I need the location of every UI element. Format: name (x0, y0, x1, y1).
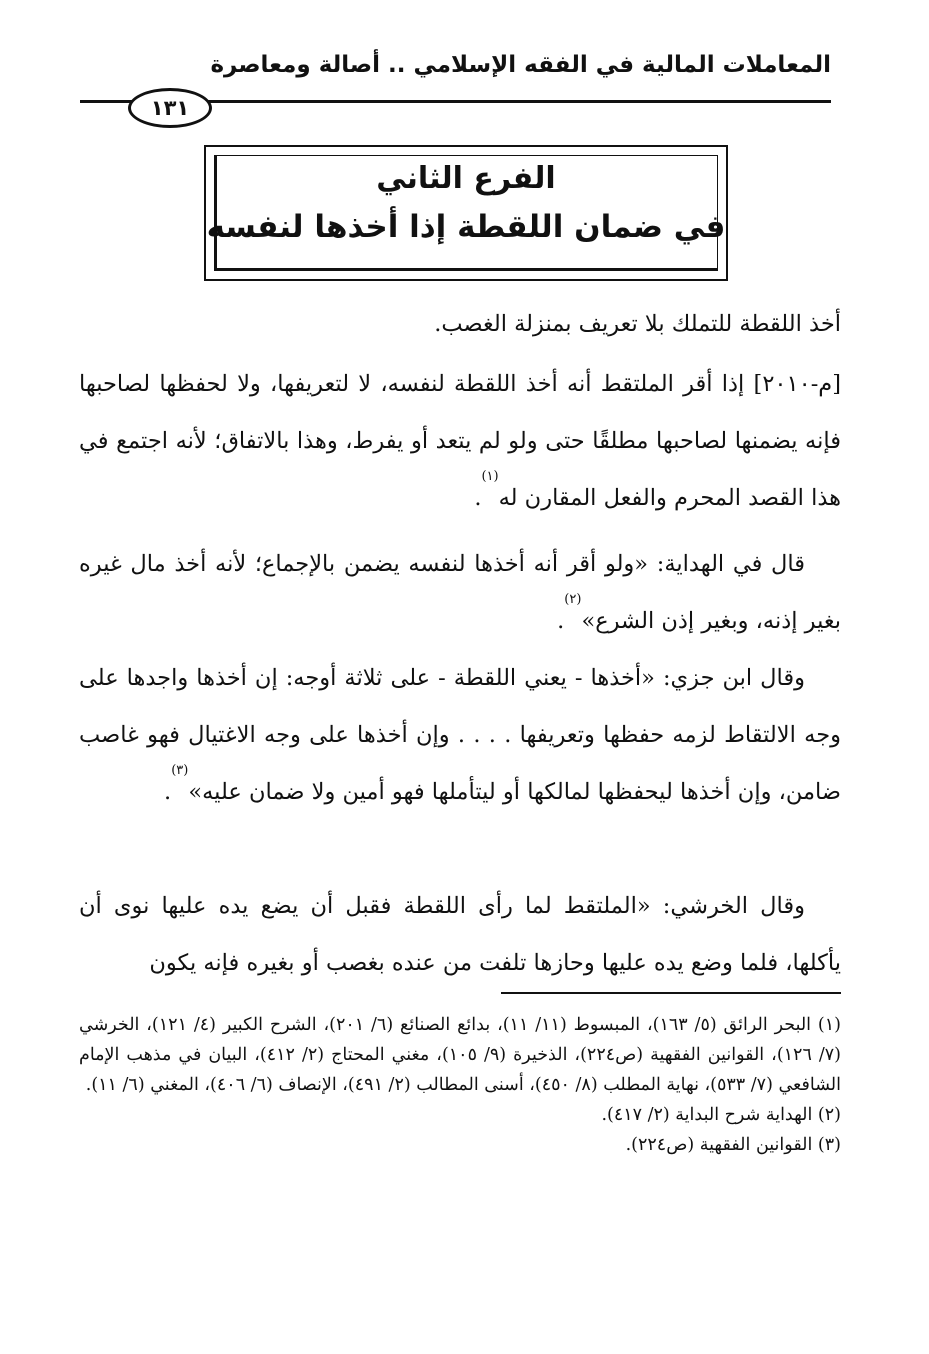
paragraph-kharashi-quote (79, 878, 841, 992)
footnote-marker: (١) (481, 469, 499, 484)
footnote-separator (501, 992, 841, 994)
paragraph-text: وقال ابن جزي: «أخذها - يعني اللقطة - على ثلاثة أوجه: إن أخذها واجدها على وجه الالتقاط لزمه حفظها وتعريفها . . . . وإن أخذها على وجه الاغتيال فهو غاصب ضامن، وإن أخذها ليحفظها لمالكها أو ليتأملها فهو أمين ولا ضمان عليه» (79, 665, 841, 805)
footnote-marker: (٢) (564, 592, 582, 607)
section-heading-topic: في ضمان اللقطة إذا أخذها لنفسه (206, 209, 726, 245)
paragraph-rule-summary (79, 296, 841, 353)
running-header: المعاملات المالية في الفقه الإسلامي .. أصالة ومعاصرة (210, 52, 831, 78)
paragraph-text: قال في الهداية: «ولو أقر أنه أخذها لنفسه يضمن بالإجماع؛ لأنه أخذ مال غيره بغير إذنه، وبغير إذن الشرع» (79, 551, 841, 634)
paragraph-text: [م-٢٠١٠] إذا أقر الملتقط أنه أخذ اللقطة لنفسه، لا لتعريفها، ولا لحفظها لصاحبها فإنه يضمنها لصاحبها مطلقًا حتى ولو لم يتعد أو يفرط، وهذا بالاتفاق؛ لأنه اجتمع في هذا القصد المحرم والفعل المقارن له (79, 371, 841, 511)
footnote-marker: (٣) (171, 763, 189, 778)
section-title-box (204, 145, 728, 281)
section-heading-branch: الفرع الثاني (376, 161, 556, 196)
page-number: ١٣١ (128, 88, 212, 128)
paragraph-ibn-juzay-quote: وقال ابن جزي: «أخذها - يعني اللقطة - على ثلاثة أوجه: إن أخذها واجدها على وجه الالتقاط لزمه حفظها وتعريفها . . . . وإن أخذها على وجه الاغتيال فهو غاصب ضامن، وإن أخذها ليحفظها لمالكها أو ليتأملها فهو أمين ولا ضمان عليه»$^{(٣)}$. (79, 665, 841, 805)
footnote-2: (٢) الهداية شرح البداية (٢/ ٤١٧). (601, 1105, 841, 1125)
paragraph-text: أخذ اللقطة للتملك بلا تعريف بمنزلة الغصب. (434, 311, 841, 337)
footnote-1: (١) البحر الرائق (٥/ ١٦٣)، المبسوط (١١/ ١١)، بدائع الصنائع (٦/ ٢٠١)، الشرح الكبير (٤/ ١٢١)، الخرشي (٧/ ١٢٦)، القوانين الفقهية (ص٢٢٤)، الذخيرة (٩/ ١٠٥)، مغني المحتاج (٢/ ٤١٢)، البيان في مذهب الإمام الشافعي (٧/ ٥٣٣)، نهاية المطلب (٨/ ٤٥٠)، أسنى المطالب (٢/ ٤٩١)، الإنصاف (٦/ ٤٠٦)، المغني (٦/ ١١). (79, 1015, 841, 1095)
footnote-3: (٣) القوانين الفقهية (ص٢٢٤). (625, 1135, 841, 1155)
footnotes (79, 1010, 841, 1160)
paragraph-hidaya-quote: قال في الهداية: «ولو أقر أنه أخذها لنفسه يضمن بالإجماع؛ لأنه أخذ مال غيره بغير إذنه، وبغير إذن الشرع»$^{(٢)}$. (79, 551, 841, 634)
paragraph-text: وقال الخرشي: «الملتقط لما رأى اللقطة فقبل أن يضع يده عليها نوى أن يأكلها، فلما وضع يده عليها وحازها تلفت من عنده بغصب أو بغيره فإنه يكون (79, 893, 841, 976)
paragraph-issue: [م-٢٠١٠] إذا أقر الملتقط أنه أخذ اللقطة لنفسه، لا لتعريفها، ولا لحفظها لصاحبها فإنه يضمنها لصاحبها مطلقًا حتى ولو لم يتعد أو يفرط، وهذا بالاتفاق؛ لأنه اجتمع في هذا القصد المحرم والفعل المقارن له$^{(١)}$. (79, 371, 841, 511)
